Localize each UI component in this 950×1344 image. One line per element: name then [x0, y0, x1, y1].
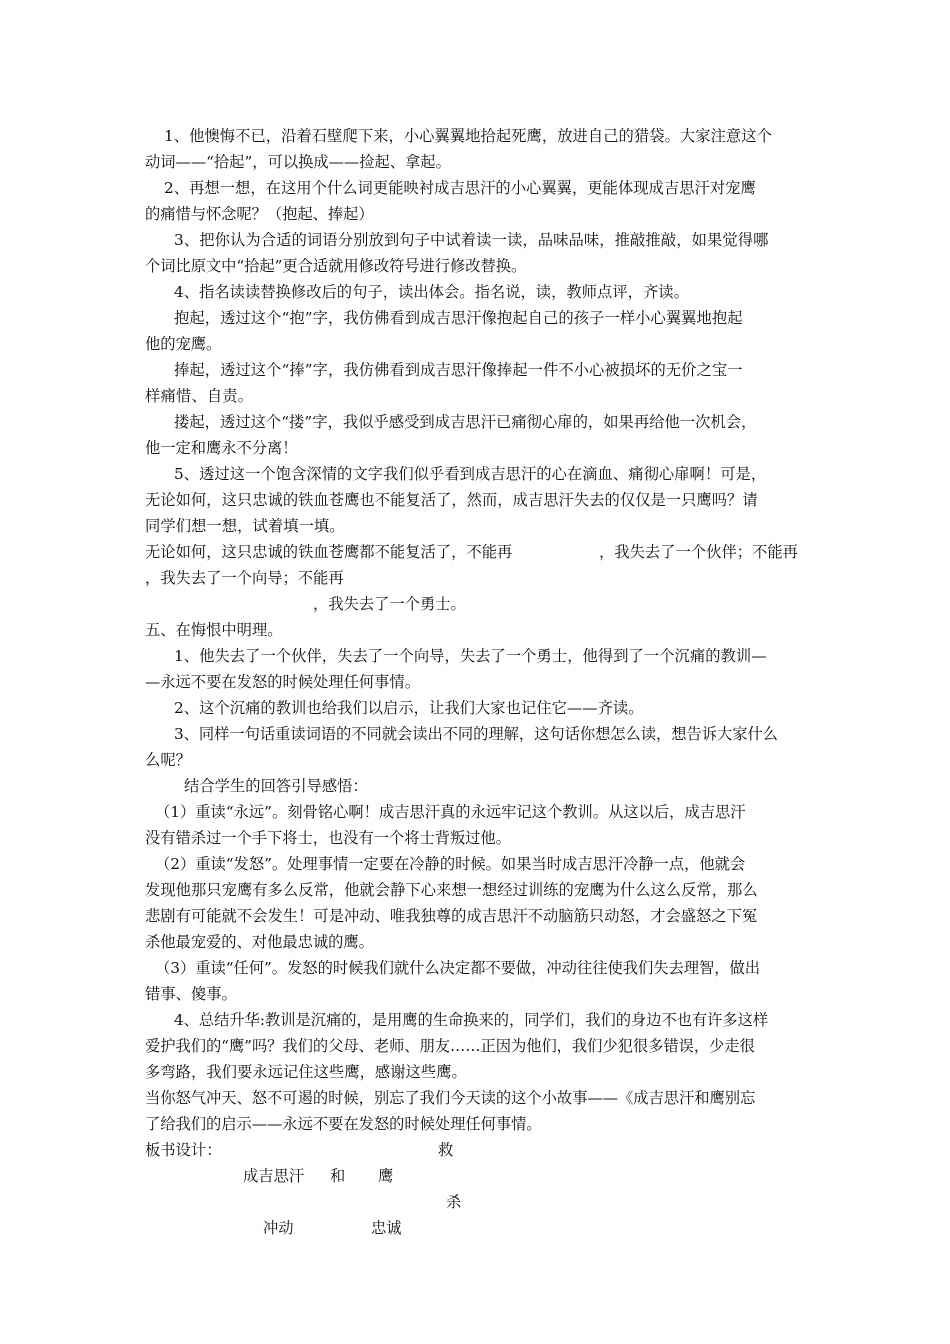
text-line: 了给我们的启示——永远不要在发怒的时候处理任何事情。	[145, 1115, 542, 1133]
section-heading: 五、在悔恨中明理。	[145, 621, 283, 639]
board-word-chenggis: 成吉思汗	[243, 1167, 305, 1185]
text-line: 抱起，透过这个“抱”字，我仿佛看到成吉思汗像抱起自己的孩子一样小心翼翼地抱起	[174, 309, 743, 327]
text-line: 4、指名读读替换修改后的句子，读出体会。指名说，读，教师点评，齐读。	[174, 283, 689, 301]
board-word-kill: 杀	[446, 1193, 462, 1211]
text-line: 么呢？	[145, 751, 191, 769]
board-word-impulse: 冲动	[263, 1219, 294, 1237]
text-line: 样痛惜、自责。	[145, 387, 254, 405]
text-line: 个词比原文中“拾起”更合适就用修改符号进行修改替换。	[145, 257, 527, 275]
fill-blank-line: 无论如何，这只忠诚的铁血苍鹰都不能复活了，不能再	[145, 543, 513, 561]
text-line: 错事、傻事。	[145, 985, 237, 1003]
text-line: 他一定和鹰永不分离！	[145, 439, 298, 457]
text-line: 他的宠鹰。	[145, 335, 222, 353]
board-word-loyal: 忠诚	[371, 1219, 402, 1237]
text-line: 同学们想一想，试着填一填。	[145, 517, 345, 535]
text-line: 多弯路，我们要永远记住这些鹰，感谢这些鹰。	[145, 1063, 467, 1081]
text-line: 3、同样一句话重读词语的不同就会读出不同的理解，这句话你想怎么读，想告诉大家什么	[174, 725, 778, 743]
text-line: 爱护我们的“鹰”吗？我们的父母、老师、朋友……正因为他们，我们少犯很多错误，少走很	[145, 1037, 755, 1055]
text-line: 发现他那只宠鹰有多么反常，他就会静下心来想一想经过训练的宠鹰为什么这么反常，那么	[145, 881, 758, 899]
fill-blank-line: ，我失去了一个伙伴；不能再	[599, 543, 798, 561]
text-line: 4、总结升华:教训是沉痛的，是用鹰的生命换来的，同学们，我们的身边不也有许多这样	[174, 1011, 769, 1029]
text-line: 无论如何，这只忠诚的铁血苍鹰也不能复活了，然而，成吉思汗失去的仅仅是一只鹰吗？请	[145, 491, 758, 509]
text-line: 5、透过这一个饱含深情的文字我们似乎看到成吉思汗的心在滴血、痛彻心扉啊！可是，	[174, 465, 767, 483]
text-line: 悲剧有可能就不会发生！可是冲动、唯我独尊的成吉思汗不动脑筋只动怒，才会盛怒之下冤	[145, 907, 758, 925]
text-line: （1）重读“永远”。刻骨铭心啊！成吉思汗真的永远牢记这个教训。从这以后，成吉思汗	[155, 803, 746, 821]
fill-blank-line: ，我失去了一个勇士。	[313, 595, 466, 613]
board-word-eagle: 鹰	[378, 1167, 394, 1185]
text-line: 结合学生的回答引导感悟：	[184, 777, 368, 795]
board-word-and: 和	[330, 1167, 346, 1185]
text-line: 1、他失去了一个伙伴，失去了一个向导，失去了一个勇士，他得到了一个沉痛的教训—	[174, 647, 767, 665]
text-line: 当你怒气冲天、怒不可遏的时候，别忘了我们今天读的这个小故事——《成吉思汗和鹰别忘	[145, 1089, 756, 1107]
text-line: 杀他最宠爱的、对他最忠诚的鹰。	[145, 933, 374, 951]
text-line: 没有错杀过一个手下将士，也没有一个将士背叛过他。	[145, 829, 511, 847]
text-line: 1、他懊悔不已，沿着石壁爬下来，小心翼翼地拾起死鹰，放进自己的猎袋。大家注意这个	[164, 127, 772, 145]
board-label: 板书设计：	[145, 1141, 222, 1159]
text-line: 3、把你认为合适的词语分别放到句子中试着读一读，品味品味，推敲推敲，如果觉得哪	[174, 231, 769, 249]
text-line: 2、再想一想，在这用个什么词更能映衬成吉思汗的小心翼翼，更能体现成吉思汗对宠鹰	[164, 179, 756, 197]
board-word-save: 救	[438, 1141, 454, 1159]
text-line: 搂起，透过这个“搂”字，我似乎感受到成吉思汗已痛彻心扉的，如果再给他一次机会，	[174, 413, 757, 431]
text-line: 捧起，透过这个“捧”字，我仿佛看到成吉思汗像捧起一件不小心被损坏的无价之宝一	[174, 361, 743, 379]
fill-blank-line: ，我失去了一个向导；不能再	[145, 569, 344, 587]
text-line: 动词——“拾起”，可以换成——捡起、拿起。	[145, 153, 451, 171]
text-line: —永远不要在发怒的时候处理任何事情。	[145, 673, 420, 691]
text-line: 的痛惜与怀念呢？（抱起、捧起）	[145, 205, 374, 223]
text-line: （3）重读“任何”。发怒的时候我们就什么决定都不要做，冲动往往使我们失去理智，做出	[155, 959, 761, 977]
text-line: 2、这个沉痛的教训也给我们以启示，让我们大家也记住它——齐读。	[174, 699, 644, 717]
text-line: （2）重读“发怒”。处理事情一定要在冷静的时候。如果当时成吉思汗冷静一点，他就会	[155, 855, 746, 873]
